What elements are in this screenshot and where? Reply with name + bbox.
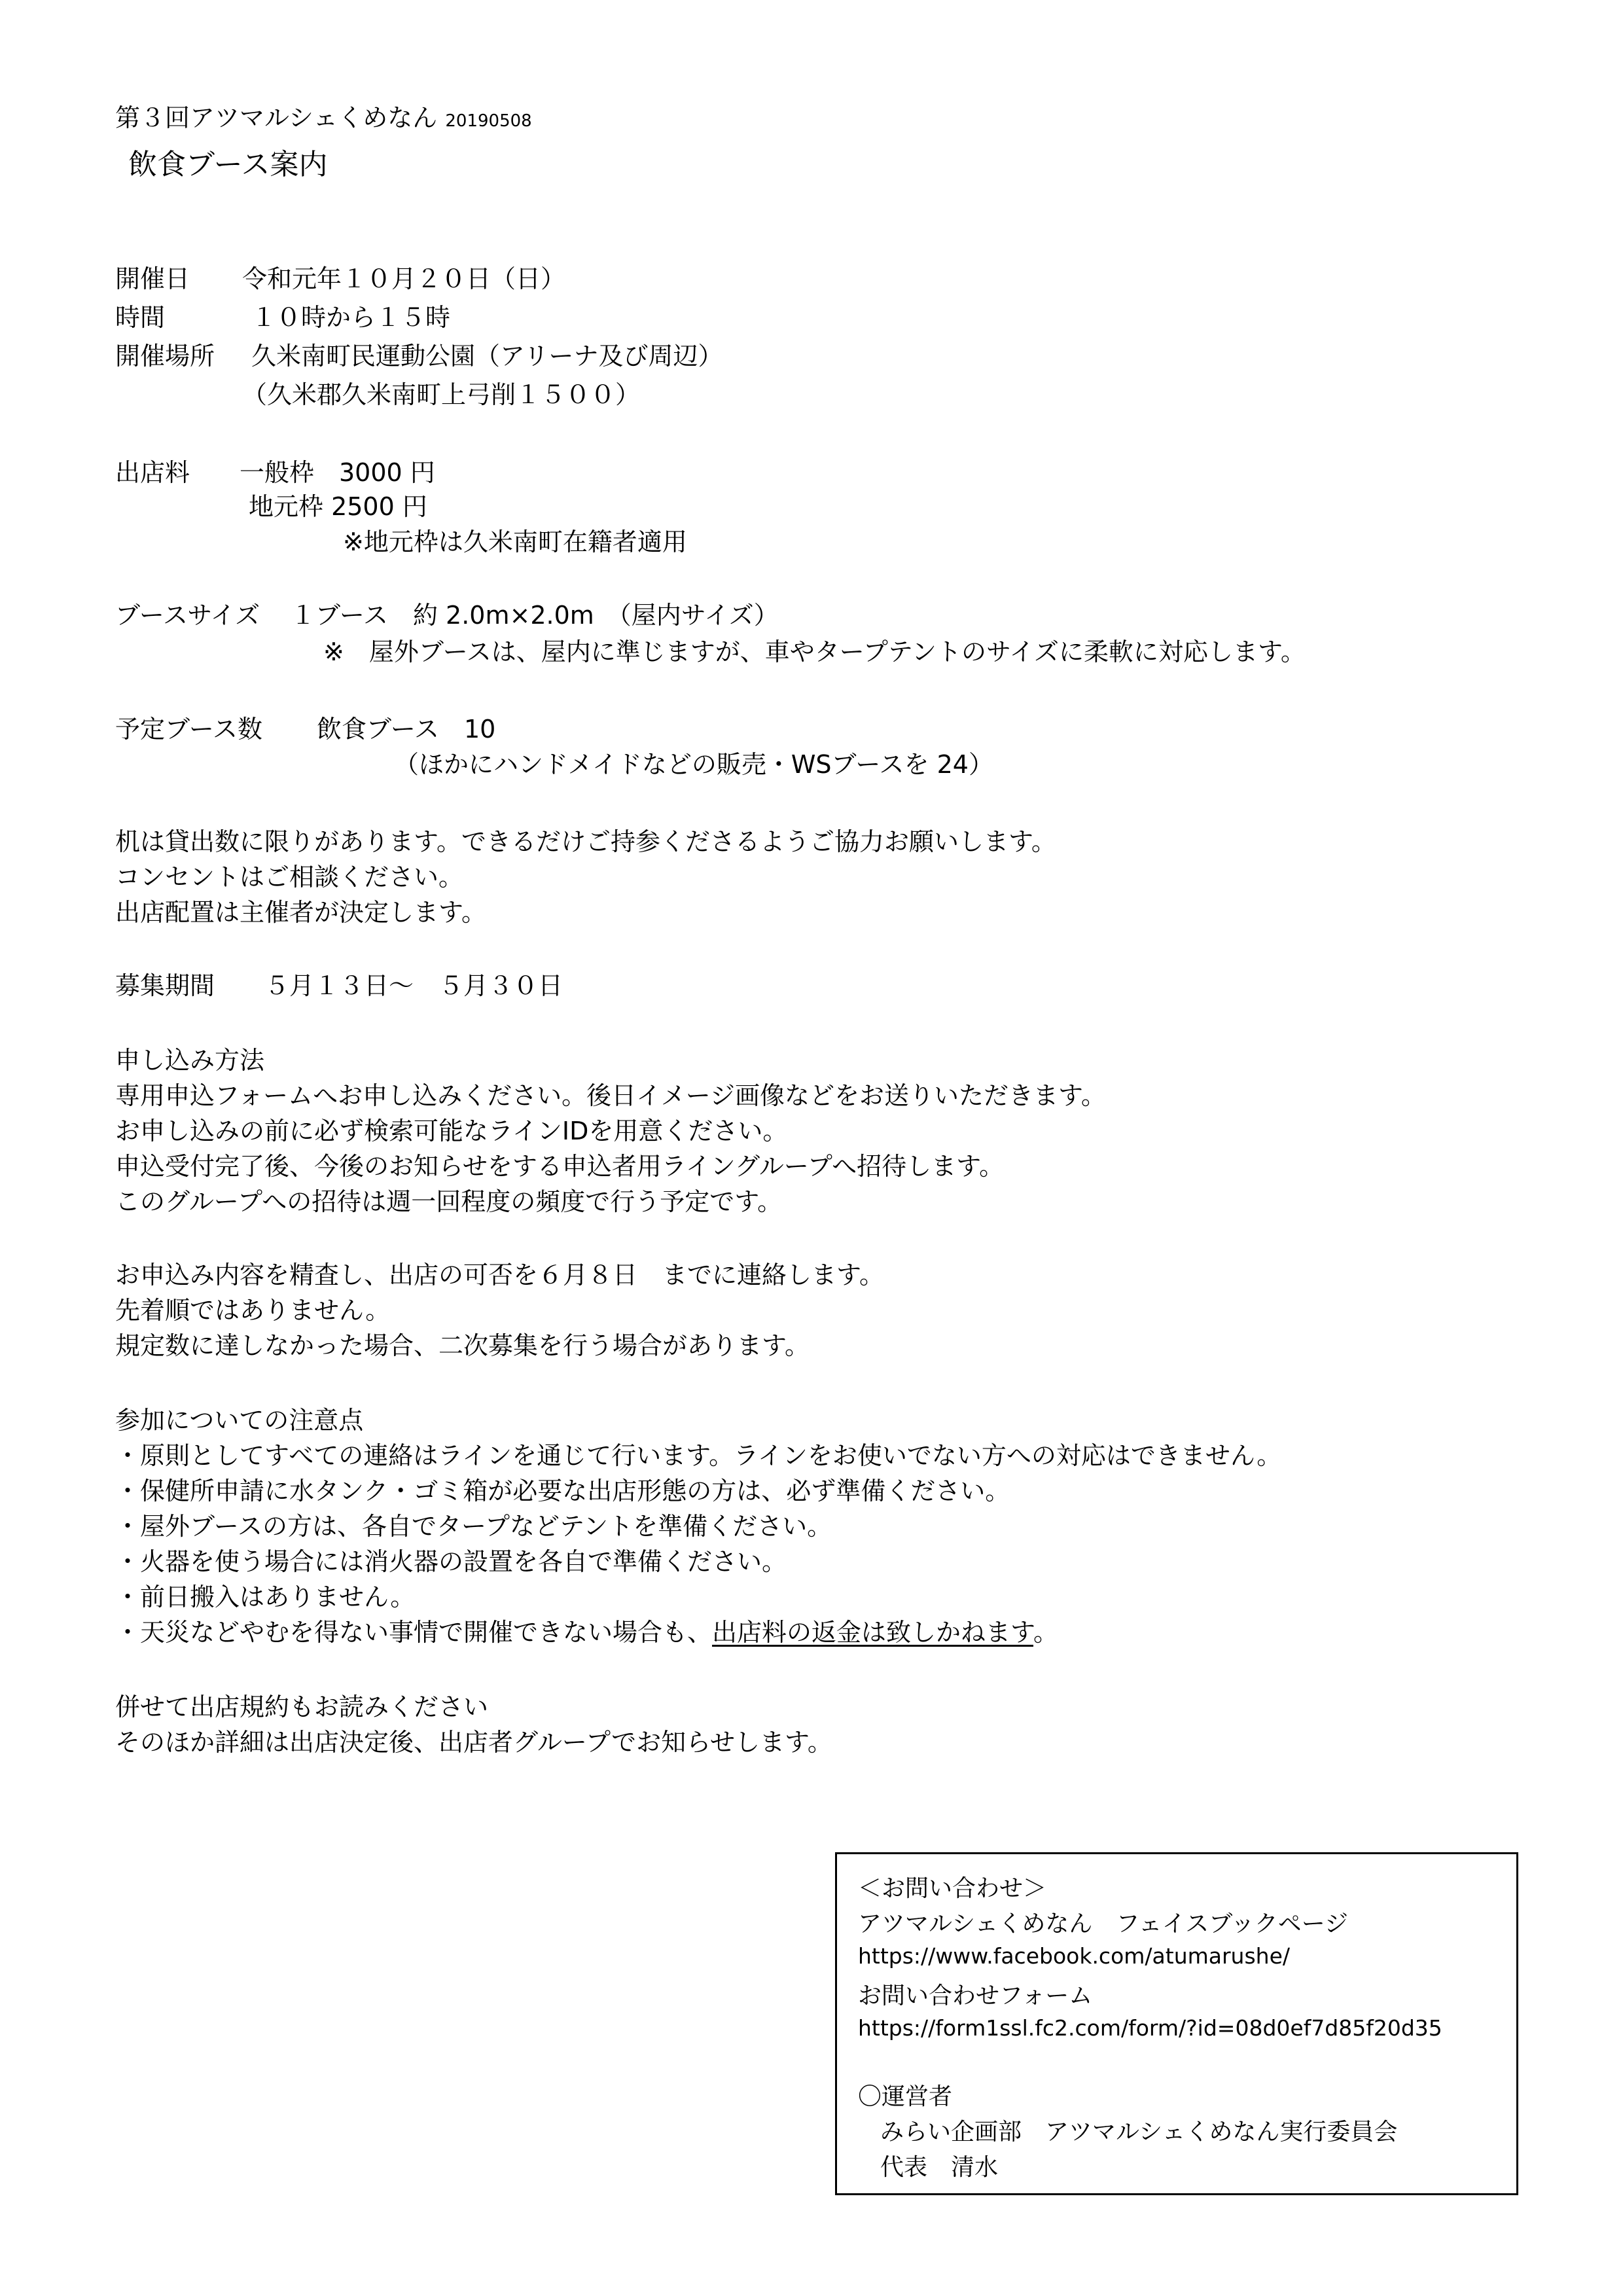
- date-code: 20190508: [445, 111, 532, 131]
- place-address: （久米郡久米南町上弓削１５００）: [242, 380, 641, 409]
- booth-size-label: ブースサイズ: [115, 601, 260, 630]
- cautions-heading: 参加についての注意点: [115, 1406, 364, 1435]
- fee-note: ※地元枠は久米南町在籍者適用: [343, 528, 687, 556]
- closing-line: そのほか詳細は出店決定後、出店者グループでお知らせします。: [115, 1728, 832, 1757]
- application-line: このグループへの招待は週一回程度の頻度で行う予定です。: [115, 1187, 783, 1216]
- booth-size-value: １ブース 約 2.0m×2.0m （屋内サイズ）: [291, 601, 779, 630]
- date-value: 令和元年１０月２０日（日）: [242, 264, 566, 293]
- fee-local: 地元枠 2500 円: [249, 492, 427, 521]
- caution-item-refund: [115, 1614, 1058, 1651]
- operator-name: みらい企画部 アツマルシェくめなん実行委員会: [880, 2119, 1398, 2145]
- closing-line: 併せて出店規約もお読みください: [115, 1693, 489, 1721]
- representative: 代表 清水: [880, 2154, 999, 2181]
- review-line: 規定数に達しなかった場合、二次募集を行う場合があります。: [115, 1331, 810, 1360]
- fee-general: 一般枠 3000 円: [240, 458, 435, 487]
- application-heading: 申し込み方法: [115, 1046, 265, 1075]
- time-value: １０時から１５時: [251, 303, 451, 332]
- caution-item: ・屋外ブースの方は、各自でタープなどテントを準備ください。: [115, 1512, 832, 1541]
- date-label: 開催日: [115, 264, 190, 293]
- time-label: 時間: [115, 303, 166, 332]
- event-name-line: [115, 99, 532, 139]
- page-title: 飲食ブース案内: [128, 148, 328, 181]
- recruitment-value: ５月１３日～ ５月３０日: [264, 971, 563, 1000]
- caution-refund-suffix: 。: [1033, 1618, 1058, 1647]
- recruitment-label: 募集期間: [115, 971, 215, 1000]
- place-value: 久米南町民運動公園（アリーナ及び周辺）: [251, 342, 723, 370]
- contact-form-label: お問い合わせフォーム: [858, 1982, 1093, 2009]
- caution-item: ・火器を使う場合には消火器の設置を各自で準備ください。: [115, 1547, 787, 1576]
- fee-label: 出店料: [115, 458, 190, 487]
- caution-item: ・原則としてすべての連絡はラインを通じて行います。ラインをお使いでない方への対応はできません。: [115, 1441, 1282, 1470]
- caution-refund-prefix: ・天災などやむを得ない事情で開催できない場合も、: [115, 1618, 713, 1647]
- booth-count-value: 飲食ブース 10: [317, 715, 496, 744]
- operator-heading: 〇運営者: [858, 2083, 953, 2110]
- facebook-url[interactable]: https://www.facebook.com/atumarushe/: [858, 1943, 1290, 1969]
- contact-heading: ＜お問い合わせ＞: [858, 1875, 1047, 1902]
- refund-notice-underlined: 出店料の返金は致しかねます: [712, 1618, 1033, 1647]
- booth-count-note: （ほかにハンドメイドなどの販売・WSブースを 24）: [394, 750, 993, 779]
- note-line: コンセントはご相談ください。: [115, 863, 464, 891]
- facebook-label: アツマルシェくめなん フェイスブックページ: [858, 1910, 1348, 1937]
- contact-box: [835, 1852, 1518, 2195]
- caution-item: ・前日搬入はありません。: [115, 1583, 416, 1611]
- contact-form-url[interactable]: https://form1ssl.fc2.com/form/?id=08d0ef7d85f20d35: [858, 2015, 1442, 2041]
- booth-size-note: ※ 屋外ブースは、屋内に準じますが、車やタープテントのサイズに柔軟に対応します。: [323, 637, 1306, 666]
- place-label: 開催場所: [115, 342, 215, 370]
- application-line: お申し込みの前に必ず検索可能なラインIDを用意ください。: [115, 1117, 788, 1145]
- booth-count-label: 予定ブース数: [115, 715, 262, 744]
- application-line: 申込受付完了後、今後のお知らせをする申込者用ライングループへ招待します。: [115, 1152, 1005, 1181]
- caution-item: ・保健所申請に水タンク・ゴミ箱が必要な出店形態の方は、必ず準備ください。: [115, 1477, 1010, 1505]
- review-line: 先着順ではありません。: [115, 1296, 391, 1325]
- review-line: お申込み内容を精査し、出店の可否を６月８日 までに連絡します。: [115, 1261, 884, 1289]
- event-name: 第３回アツマルシェくめなん: [115, 103, 438, 132]
- note-line: 机は貸出数に限りがあります。できるだけご持参くださるようご協力お願いします。: [115, 827, 1056, 856]
- application-line: 専用申込フォームへお申し込みください。後日イメージ画像などをお送りいただきます。: [115, 1081, 1106, 1110]
- note-line: 出店配置は主催者が決定します。: [115, 898, 486, 927]
